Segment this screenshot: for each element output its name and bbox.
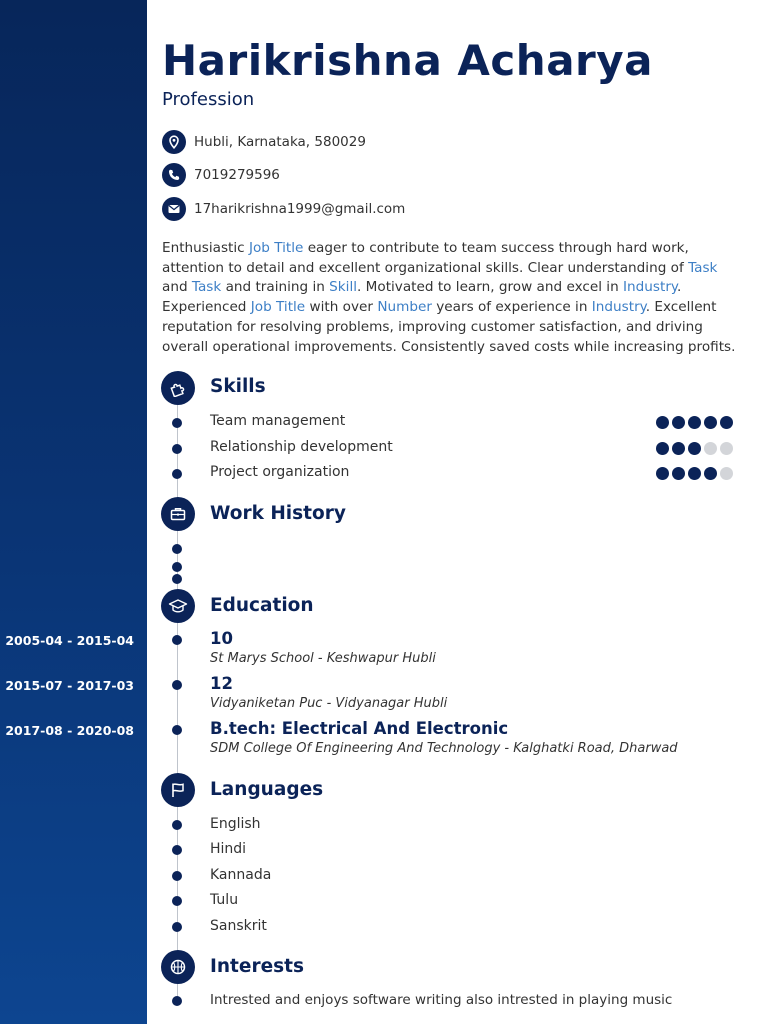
rating-dot-filled — [720, 416, 733, 429]
timeline-dot — [172, 544, 182, 554]
timeline-dot — [172, 845, 182, 855]
education-degree: B.tech: Electrical And Electronic — [210, 719, 509, 738]
candidate-name: Harikrishna Acharya — [162, 36, 653, 85]
phone-icon — [162, 163, 186, 187]
puzzle-icon — [161, 371, 195, 405]
professional-summary: Enthusiastic Job Title eager to contribute to team success through hard work, attention to detail and excellent organizational skills. Clear understanding of Task and Task and training in Skill. Motivated to learn, grow and excel in Industry. Experienced Job Title with over Number years of experience in Industry. Excellent reputation for resolving problems, improving customer satisfaction, and driving overall operational improvements. Consistently saved costs while increasing profits. — [162, 240, 736, 355]
skill-rating — [656, 467, 733, 480]
education-date-3: 2017-08 - 2020-08 — [5, 723, 134, 738]
rating-dot-filled — [656, 442, 669, 455]
timeline-dot — [172, 680, 182, 690]
rating-dot-filled — [656, 467, 669, 480]
rating-dot-filled — [704, 416, 717, 429]
language-item: Kannada — [210, 867, 272, 883]
rating-dot-filled — [672, 467, 685, 480]
interests-heading: Interests — [210, 956, 304, 977]
contact-phone-row — [162, 163, 280, 187]
interest-item: Intrested and enjoys software writing also intrested in playing music — [210, 992, 673, 1008]
skill-rating — [656, 442, 733, 455]
timeline-dot — [172, 562, 182, 572]
skill-label: Team management — [210, 413, 346, 429]
rating-dot-filled — [672, 416, 685, 429]
education-heading: Education — [210, 595, 314, 616]
languages-heading: Languages — [210, 779, 324, 800]
sidebar — [0, 0, 147, 1024]
education-school: St Marys School - Keshwapur Hubli — [210, 651, 436, 666]
timeline-dot — [172, 922, 182, 932]
rating-dot-empty — [704, 442, 717, 455]
briefcase-icon — [161, 497, 195, 531]
rating-dot-filled — [688, 442, 701, 455]
timeline-dot — [172, 996, 182, 1006]
timeline-dot — [172, 469, 182, 479]
contact-address-row — [162, 130, 366, 154]
address-text: Hubli, Karnataka, 580029 — [194, 134, 366, 150]
education-degree: 10 — [210, 629, 233, 648]
timeline-line — [177, 400, 178, 1005]
rating-dot-filled — [704, 467, 717, 480]
timeline-dot — [172, 418, 182, 428]
rating-dot-empty — [720, 467, 733, 480]
email-icon — [162, 197, 186, 221]
phone-text: 7019279596 — [194, 167, 280, 183]
language-item: Tulu — [210, 892, 239, 908]
education-school: SDM College Of Engineering And Technology - Kalghatki Road, Dharwad — [210, 741, 678, 756]
rating-dot-empty — [720, 442, 733, 455]
skill-label: Project organization — [210, 464, 350, 480]
timeline-dot — [172, 820, 182, 830]
timeline-dot — [172, 896, 182, 906]
language-item: Sanskrit — [210, 918, 267, 934]
work-history-heading: Work History — [210, 503, 346, 524]
basketball-icon — [161, 950, 195, 984]
graduation-cap-icon — [161, 589, 195, 623]
education-degree: 12 — [210, 674, 233, 693]
timeline-dot — [172, 725, 182, 735]
timeline-dot — [172, 574, 182, 584]
rating-dot-filled — [688, 416, 701, 429]
language-item: English — [210, 816, 261, 832]
contact-email-row — [162, 197, 405, 221]
flag-icon — [161, 773, 195, 807]
timeline-dot — [172, 635, 182, 645]
email-text: 17harikrishna1999@gmail.com — [194, 201, 406, 217]
profession-title: Profession — [162, 89, 255, 110]
education-date-2: 2015-07 - 2017-03 — [5, 678, 134, 693]
skill-label: Relationship development — [210, 439, 393, 455]
language-item: Hindi — [210, 841, 247, 857]
location-pin-icon — [162, 130, 186, 154]
skill-rating — [656, 416, 733, 429]
timeline-dot — [172, 871, 182, 881]
education-date-1: 2005-04 - 2015-04 — [5, 633, 134, 648]
rating-dot-filled — [672, 442, 685, 455]
education-school: Vidyaniketan Puc - Vidyanagar Hubli — [210, 696, 448, 711]
rating-dot-filled — [656, 416, 669, 429]
rating-dot-filled — [688, 467, 701, 480]
timeline-dot — [172, 444, 182, 454]
skills-heading: Skills — [210, 376, 266, 397]
